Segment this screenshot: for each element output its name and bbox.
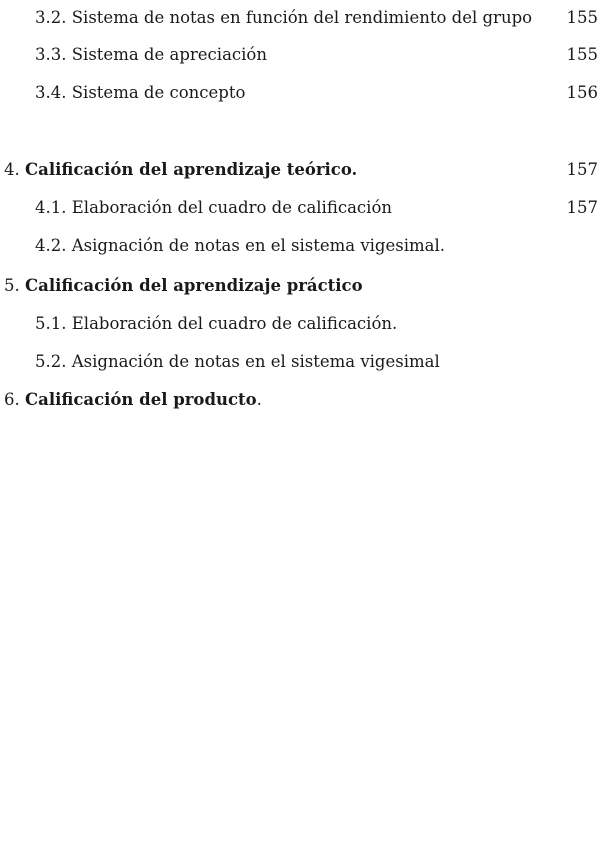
toc-entry-page: 157	[566, 160, 598, 179]
toc-entry-title: Elaboración del cuadro de calificación.	[71, 314, 398, 333]
toc-entry-3-4	[35, 83, 598, 103]
toc-entry-number: 5.2.	[35, 352, 67, 371]
toc-entry-page: 155	[566, 8, 598, 27]
toc-entry-number: 3.4.	[35, 83, 67, 102]
toc-entry-title: Sistema de apreciación	[71, 45, 267, 64]
toc-entry-title: Calificación del aprendizaje teórico.	[25, 160, 358, 179]
toc-entry-title: Asignación de notas en el sistema vigesimal	[71, 352, 440, 371]
toc-entry-title: Calificación del aprendizaje práctico	[25, 276, 363, 295]
toc-entry-number: 6.	[4, 390, 20, 409]
toc-entry-number: 5.	[4, 276, 20, 295]
toc-entry-4-1	[35, 198, 598, 218]
toc-entry-trailing-period: .	[256, 390, 262, 409]
toc-entry-title: Asignación de notas en el sistema vigesimal.	[71, 236, 446, 255]
toc-entry-number: 3.3.	[35, 45, 67, 64]
toc-entry-page: 155	[566, 45, 598, 64]
toc-entry-6	[4, 390, 598, 410]
toc-entry-4	[4, 160, 598, 180]
toc-entry-page: 156	[566, 83, 598, 102]
toc-entry-number: 4.	[4, 160, 20, 179]
toc-entry-3-3	[35, 45, 598, 65]
toc-entry-5-2	[35, 352, 598, 372]
toc-entry-title: Calificación del producto	[25, 390, 257, 409]
toc-entry-title: Sistema de notas en función del rendimiento del grupo	[71, 8, 533, 27]
toc-entry-5-1	[35, 314, 598, 334]
toc-entry-number: 4.1.	[35, 198, 67, 217]
toc-entry-3-2	[35, 8, 598, 28]
toc-entry-title: Sistema de concepto	[71, 83, 246, 102]
toc-entry-number: 5.1.	[35, 314, 67, 333]
toc-entry-number: 3.2.	[35, 8, 67, 27]
toc-entry-page: 157	[566, 198, 598, 217]
toc-entry-number: 4.2.	[35, 236, 67, 255]
toc-entry-5	[4, 276, 598, 296]
toc-entry-title: Elaboración del cuadro de calificación	[71, 198, 393, 217]
toc-entry-4-2	[35, 236, 598, 256]
